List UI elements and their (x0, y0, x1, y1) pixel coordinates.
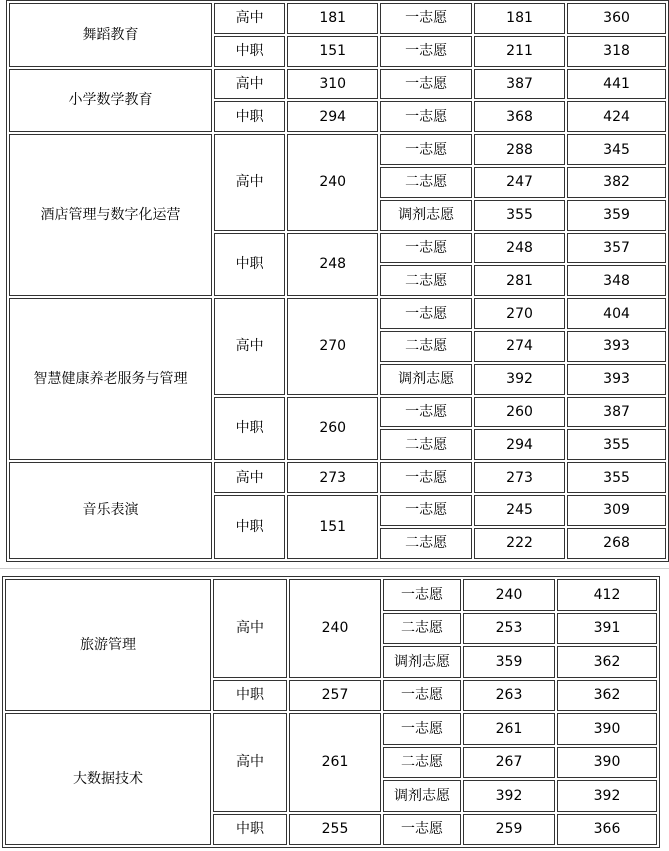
preference-cell: 一志愿 (380, 298, 472, 329)
major-name-cell: 大数据技术 (5, 713, 211, 845)
min-score-cell: 310 (287, 69, 378, 100)
score-table-top (6, 0, 669, 562)
preference-cell: 调剂志愿 (380, 200, 472, 231)
min-score-cell: 261 (289, 713, 381, 812)
high-score-cell: 387 (567, 397, 666, 428)
low-score-cell: 240 (463, 579, 555, 611)
low-score-cell: 263 (463, 680, 555, 712)
stage-cell: 高中 (214, 298, 285, 394)
stage-cell: 高中 (214, 69, 285, 100)
high-score-cell: 359 (567, 200, 666, 231)
stage-cell: 中职 (214, 495, 285, 559)
preference-cell: 一志愿 (380, 134, 472, 165)
preference-cell: 一志愿 (383, 680, 461, 712)
high-score-cell: 268 (567, 528, 666, 559)
major-name-cell: 音乐表演 (9, 462, 212, 558)
low-score-cell: 248 (474, 233, 565, 264)
high-score-cell: 393 (567, 331, 666, 362)
preference-cell: 调剂志愿 (383, 646, 461, 678)
preference-cell: 一志愿 (380, 69, 472, 100)
low-score-cell: 222 (474, 528, 565, 559)
preference-cell: 二志愿 (383, 613, 461, 645)
min-score-cell: 151 (287, 495, 378, 559)
preference-cell: 一志愿 (380, 3, 472, 34)
low-score-cell: 247 (474, 167, 565, 198)
high-score-cell: 390 (557, 713, 657, 745)
table-row (9, 69, 666, 100)
high-score-cell: 412 (557, 579, 657, 611)
preference-cell: 一志愿 (380, 233, 472, 264)
preference-cell: 二志愿 (383, 747, 461, 779)
low-score-cell: 281 (474, 265, 565, 296)
high-score-cell: 362 (557, 646, 657, 678)
stage-cell: 高中 (214, 134, 285, 230)
low-score-cell: 261 (463, 713, 555, 745)
low-score-cell: 259 (463, 814, 555, 846)
low-score-cell: 368 (474, 101, 565, 132)
table-row (9, 298, 666, 329)
high-score-cell: 355 (567, 462, 666, 493)
major-name-cell: 智慧健康养老服务与管理 (9, 298, 212, 460)
min-score-cell: 248 (287, 233, 378, 297)
high-score-cell: 355 (567, 429, 666, 460)
score-table-top-block (6, 0, 669, 562)
high-score-cell: 382 (567, 167, 666, 198)
major-name-cell: 旅游管理 (5, 579, 211, 711)
preference-cell: 二志愿 (380, 331, 472, 362)
low-score-cell: 288 (474, 134, 565, 165)
score-table-bottom-block (2, 576, 660, 848)
min-score-cell: 240 (287, 134, 378, 230)
stage-cell: 中职 (214, 101, 285, 132)
high-score-cell: 391 (557, 613, 657, 645)
low-score-cell: 211 (474, 36, 565, 67)
high-score-cell: 424 (567, 101, 666, 132)
table-row (9, 3, 666, 34)
low-score-cell: 387 (474, 69, 565, 100)
low-score-cell: 392 (463, 780, 555, 812)
high-score-cell: 362 (557, 680, 657, 712)
preference-cell: 一志愿 (383, 713, 461, 745)
stage-cell: 中职 (214, 397, 285, 461)
major-name-cell: 小学数学教育 (9, 69, 212, 133)
min-score-cell: 260 (287, 397, 378, 461)
stage-cell: 中职 (214, 233, 285, 297)
table-row (9, 462, 666, 493)
page-divider (0, 568, 669, 569)
stage-cell: 高中 (214, 462, 285, 493)
low-score-cell: 355 (474, 200, 565, 231)
stage-cell: 高中 (214, 3, 285, 34)
high-score-cell: 360 (567, 3, 666, 34)
table-row (5, 579, 657, 611)
low-score-cell: 274 (474, 331, 565, 362)
score-table-bottom (2, 576, 660, 848)
preference-cell: 一志愿 (380, 495, 472, 526)
preference-cell: 一志愿 (383, 579, 461, 611)
major-name-cell: 舞蹈教育 (9, 3, 212, 67)
min-score-cell: 255 (289, 814, 381, 846)
low-score-cell: 273 (474, 462, 565, 493)
low-score-cell: 359 (463, 646, 555, 678)
preference-cell: 二志愿 (380, 528, 472, 559)
low-score-cell: 260 (474, 397, 565, 428)
min-score-cell: 273 (287, 462, 378, 493)
low-score-cell: 270 (474, 298, 565, 329)
high-score-cell: 393 (567, 364, 666, 395)
high-score-cell: 309 (567, 495, 666, 526)
min-score-cell: 270 (287, 298, 378, 394)
min-score-cell: 151 (287, 36, 378, 67)
high-score-cell: 392 (557, 780, 657, 812)
min-score-cell: 240 (289, 579, 381, 678)
preference-cell: 调剂志愿 (383, 780, 461, 812)
table-row (5, 713, 657, 745)
low-score-cell: 294 (474, 429, 565, 460)
preference-cell: 调剂志愿 (380, 364, 472, 395)
low-score-cell: 267 (463, 747, 555, 779)
high-score-cell: 390 (557, 747, 657, 779)
stage-cell: 高中 (213, 579, 287, 678)
low-score-cell: 253 (463, 613, 555, 645)
preference-cell: 一志愿 (380, 101, 472, 132)
high-score-cell: 366 (557, 814, 657, 846)
preference-cell: 一志愿 (380, 36, 472, 67)
low-score-cell: 392 (474, 364, 565, 395)
preference-cell: 二志愿 (380, 429, 472, 460)
preference-cell: 二志愿 (380, 167, 472, 198)
low-score-cell: 245 (474, 495, 565, 526)
preference-cell: 一志愿 (380, 397, 472, 428)
high-score-cell: 348 (567, 265, 666, 296)
low-score-cell: 181 (474, 3, 565, 34)
high-score-cell: 441 (567, 69, 666, 100)
high-score-cell: 345 (567, 134, 666, 165)
min-score-cell: 257 (289, 680, 381, 712)
min-score-cell: 181 (287, 3, 378, 34)
major-name-cell: 酒店管理与数字化运营 (9, 134, 212, 296)
high-score-cell: 357 (567, 233, 666, 264)
high-score-cell: 404 (567, 298, 666, 329)
high-score-cell: 318 (567, 36, 666, 67)
preference-cell: 一志愿 (380, 462, 472, 493)
stage-cell: 中职 (214, 36, 285, 67)
preference-cell: 二志愿 (380, 265, 472, 296)
stage-cell: 中职 (213, 680, 287, 712)
preference-cell: 一志愿 (383, 814, 461, 846)
stage-cell: 高中 (213, 713, 287, 812)
min-score-cell: 294 (287, 101, 378, 132)
stage-cell: 中职 (213, 814, 287, 846)
table-row (9, 134, 666, 165)
